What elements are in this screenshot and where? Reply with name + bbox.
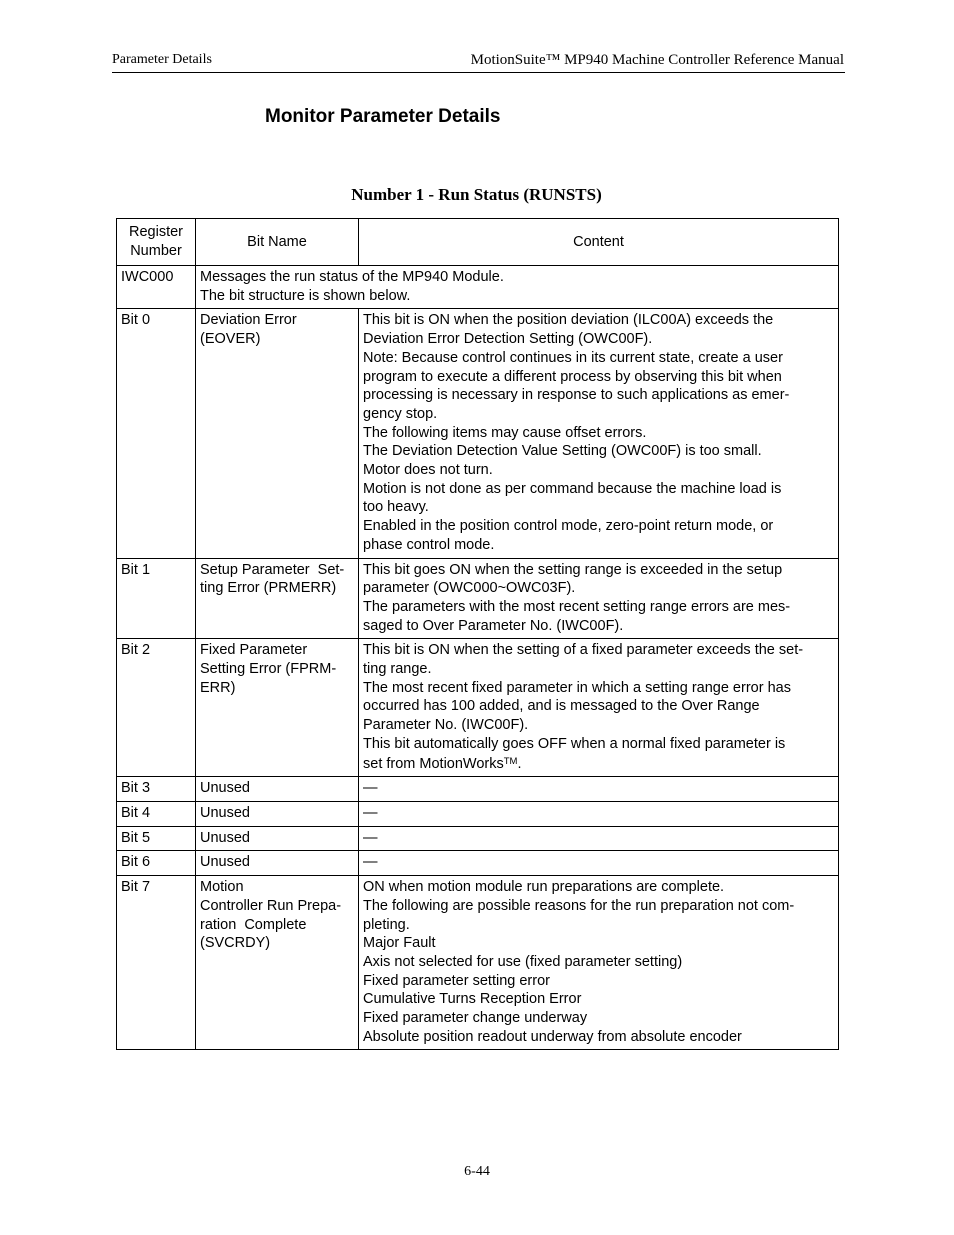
- bit-label: Bit 2: [117, 639, 196, 777]
- text-line: Messages the run status of the MP940 Module.: [200, 269, 504, 285]
- text-line: Setting Error (FPRM-: [200, 661, 337, 678]
- bit-name: [196, 876, 359, 1050]
- text-line: Motion: [200, 879, 244, 896]
- text-line: Setup Parameter Set-: [200, 561, 345, 578]
- text-line: Parameter No. (IWC00F).: [363, 717, 529, 734]
- table-row: [117, 777, 839, 802]
- bit-name: Unused: [196, 851, 359, 876]
- text-line: ration Complete: [200, 916, 307, 933]
- page-number: 6-44: [464, 1164, 490, 1179]
- run-status-table: [116, 218, 839, 1050]
- text-line: processing is necessary in response to such applications as emer-: [363, 387, 790, 404]
- text-line: (EOVER): [200, 331, 261, 348]
- text-line: Fixed parameter change underway: [363, 1010, 588, 1027]
- register-id: IWC000: [117, 266, 196, 309]
- bit-name: [196, 309, 359, 558]
- text-fragment: set from MotionWorks: [363, 755, 504, 772]
- text-line: parameter (OWC000~OWC03F).: [363, 580, 576, 597]
- text-line: ON when motion module run preparations are complete.: [363, 879, 725, 896]
- text-line: The parameters with the most recent setting range errors are mes-: [363, 598, 791, 615]
- text-line: The bit structure is shown below.: [200, 287, 411, 304]
- text-line: Enabled in the position control mode, zero-point return mode, or: [363, 518, 774, 535]
- text-line: Major Fault: [363, 935, 436, 952]
- text-line: Motion is not done as per command because the machine load is: [363, 480, 782, 497]
- header-register-line: Number: [130, 243, 182, 259]
- text-line: The most recent fixed parameter in which a setting range error has: [363, 679, 791, 696]
- bit-content: —: [359, 801, 839, 826]
- text-line: Fixed Parameter: [200, 642, 308, 659]
- header-section-name: Parameter Details: [112, 52, 212, 67]
- table-row: [117, 266, 839, 309]
- table-row: [117, 309, 839, 558]
- bit-label: Bit 4: [117, 801, 196, 826]
- text-line: [363, 755, 834, 774]
- text-line: Motor does not turn.: [363, 462, 493, 479]
- text-line: Absolute position readout underway from absolute encoder: [363, 1028, 742, 1045]
- header-content: Content: [359, 219, 839, 266]
- header-rule: [112, 72, 845, 73]
- table-caption: Number 1 - Run Status (RUNSTS): [351, 185, 602, 204]
- bit-label: Bit 3: [117, 777, 196, 802]
- text-line: This bit goes ON when the setting range is exceeded in the setup: [363, 561, 783, 578]
- text-line: The following items may cause offset errors.: [363, 424, 647, 441]
- text-line: ting range.: [363, 661, 432, 678]
- register-description: [196, 266, 839, 309]
- text-line: too heavy.: [363, 499, 429, 516]
- table-header-row: [117, 219, 839, 266]
- text-line: ERR): [200, 679, 236, 696]
- text-line: ting Error (PRMERR): [200, 580, 337, 597]
- text-line: (SVCRDY): [200, 935, 271, 952]
- bit-content: —: [359, 826, 839, 851]
- bit-label: Bit 5: [117, 826, 196, 851]
- bit-name: Unused: [196, 801, 359, 826]
- text-line: Deviation Error: [200, 312, 297, 329]
- table-row: [117, 639, 839, 777]
- header-register-line: Register: [129, 224, 183, 241]
- text-line: The following are possible reasons for the run preparation not com-: [363, 897, 795, 914]
- table-row: [117, 876, 839, 1050]
- bit-label: Bit 0: [117, 309, 196, 558]
- header-register-number: [117, 219, 196, 266]
- text-line: gency stop.: [363, 405, 438, 422]
- bit-name: [196, 558, 359, 639]
- bit-name: Unused: [196, 777, 359, 802]
- header-bit-name: Bit Name: [196, 219, 359, 266]
- text-line: saged to Over Parameter No. (IWC00F).: [363, 617, 624, 634]
- text-line: Axis not selected for use (fixed parameter setting): [363, 953, 683, 970]
- text-line: program to execute a different process by observing this bit when: [363, 368, 782, 385]
- text-line: Fixed parameter setting error: [363, 972, 550, 989]
- text-line: This bit automatically goes OFF when a normal fixed parameter is: [363, 735, 786, 752]
- section-title: Monitor Parameter Details: [265, 106, 501, 127]
- text-line: Cumulative Turns Reception Error: [363, 991, 582, 1008]
- bit-label: Bit 7: [117, 876, 196, 1050]
- bit-content: [359, 876, 839, 1050]
- text-line: This bit is ON when the position deviation (ILC00A) exceeds the: [363, 312, 774, 329]
- bit-content: [359, 558, 839, 639]
- text-fragment: .: [517, 755, 522, 772]
- text-line: pleting.: [363, 916, 410, 933]
- trademark-superscript: TM: [503, 755, 518, 767]
- bit-name: Unused: [196, 826, 359, 851]
- bit-content: [359, 309, 839, 558]
- table-row: [117, 851, 839, 876]
- text-line: Deviation Error Detection Setting (OWC00F).: [363, 331, 653, 348]
- bit-content: [359, 639, 839, 777]
- bit-name: [196, 639, 359, 777]
- table-row: [117, 558, 839, 639]
- text-line: Controller Run Prepa-: [200, 897, 342, 914]
- text-line: The Deviation Detection Value Setting (OWC00F) is too small.: [363, 443, 762, 460]
- bit-content: —: [359, 777, 839, 802]
- bit-label: Bit 1: [117, 558, 196, 639]
- text-line: occurred has 100 added, and is messaged to the Over Range: [363, 698, 760, 715]
- table-row: [117, 826, 839, 851]
- text-line: This bit is ON when the setting of a fixed parameter exceeds the set-: [363, 642, 804, 659]
- table-row: [117, 801, 839, 826]
- text-line: phase control mode.: [363, 536, 495, 553]
- bit-label: Bit 6: [117, 851, 196, 876]
- header-manual-title: MotionSuite™ MP940 Machine Controller Reference Manual: [470, 52, 844, 68]
- text-line: Note: Because control continues in its current state, create a user: [363, 349, 783, 366]
- bit-content: —: [359, 851, 839, 876]
